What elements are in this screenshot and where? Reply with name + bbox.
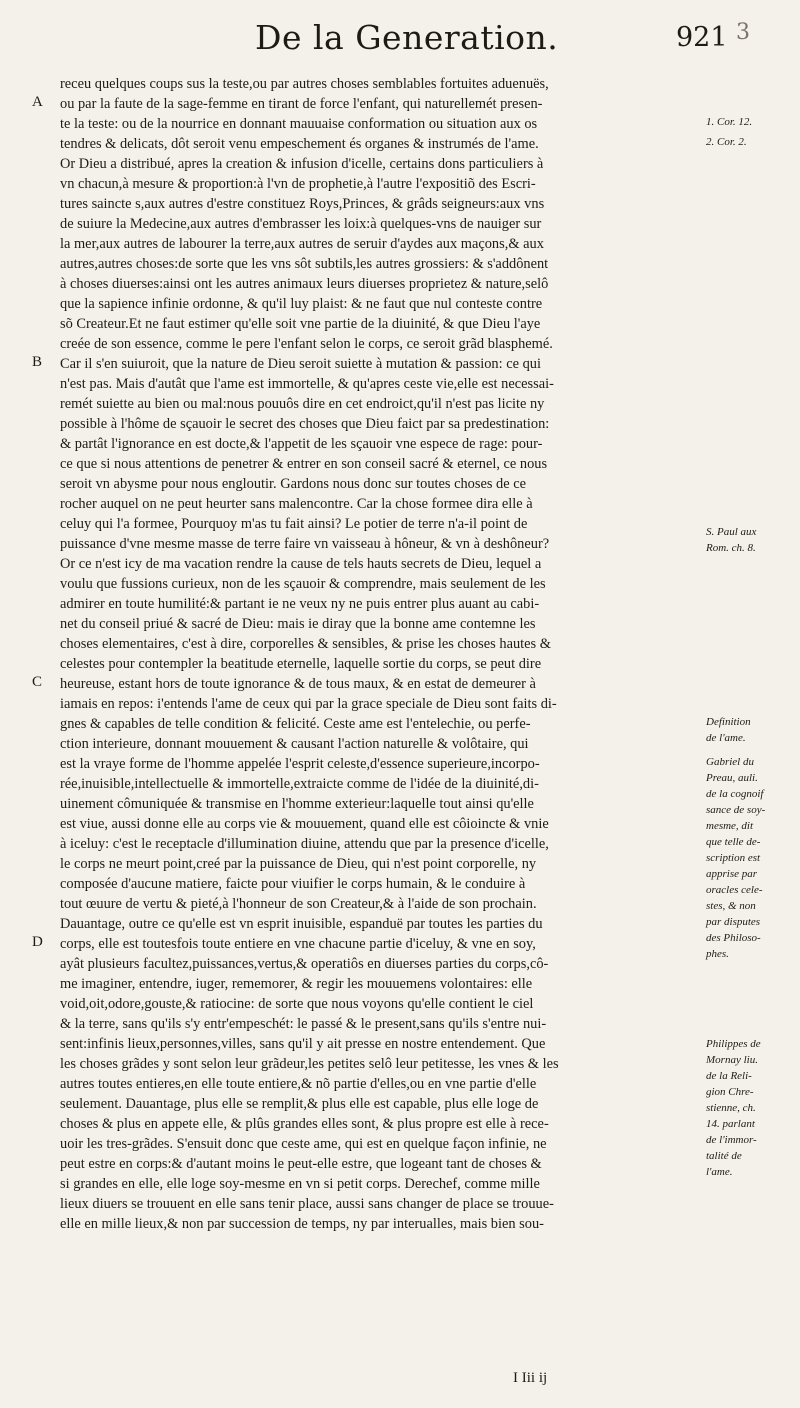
text-line: les choses grãdes y sont selon leur grãdeur,les petites selô leur petitesse, les vnes & les <box>60 1056 559 1072</box>
body-text <box>60 74 700 1234</box>
text-line: elle en mille lieux,& non par succession de temps, ny par interualles, mais bien sou- <box>60 1216 544 1232</box>
section-letter-b: B <box>32 354 43 370</box>
text-line: ou par la faute de la sage-femme en tirant de force l'enfant, qui naturellemét presen- <box>60 96 543 112</box>
text-line: te la teste: ou de la nourrice en donnant mauuaise conformation ou situation aux os <box>60 116 538 132</box>
text-line: seulement. Dauantage, plus elle se remplit,& plus elle est capable, plus elle loge de <box>60 1096 539 1112</box>
text-line: Or ce n'est icy de ma vacation rendre la cause de tels hauts secrets de Dieu, lequel a <box>60 556 542 572</box>
margin-note-line: de l'ame. <box>706 732 746 744</box>
margin-note-line: par disputes <box>706 916 761 928</box>
text-line: autres,autres choses:de sorte que les vns sôt subtils,les autres grossiers: & s'addônent <box>60 256 549 272</box>
text-line: celestes pour contempler la beatitude eternelle, laquelle sortie du corps, se peut dire <box>60 656 542 672</box>
margin-note-line: oracles cele- <box>706 884 763 896</box>
text-line: remét suiette au bien ou mal:nous pouuôs dire en cet endroict,qu'il n'est pas licite ny <box>60 396 545 412</box>
margin-note-line: stienne, ch. <box>706 1102 756 1114</box>
text-line: ce que si nous attentions de penetrer & entrer en son conseil sacré & eternel, ce nous <box>60 456 548 472</box>
text-line: admirer en toute humilité:& partant ie ne veux ny ne puis entrer plus auant au cabi- <box>60 596 540 612</box>
section-letter-d: D <box>32 934 43 950</box>
margin-note-line: mesme, dit <box>706 820 754 832</box>
text-line: vn chacun,à mesure & proportion:à l'vn de prophetie,à l'autre l'expositiõ des Escri- <box>60 176 536 192</box>
margin-note-line: que telle de- <box>706 836 761 848</box>
text-line: corps, elle est toutesfois toute entiere en vne chacune partie d'iceluy, & vne en soy, <box>60 936 536 952</box>
section-letter-c: C <box>32 674 43 690</box>
margin-note-line: l'ame. <box>706 1166 733 1178</box>
text-line: puissance d'vne mesme masse de terre faire vn vaisseau à hôneur, & vn à deshôneur? <box>60 536 550 552</box>
text-line: net du conseil priué & sacré de Dieu: mais ie diray que la bonne ame contemne les <box>60 616 536 632</box>
text-line: creée de son essence, comme le pere l'enfant selon le corps, ce seroit grãd blasphemé. <box>60 336 553 352</box>
text-line: sent:infinis lieux,personnes,villes, sans qu'il y ait presse en nostre entendement. Que <box>60 1036 546 1052</box>
running-title: De la Generation. <box>255 18 559 57</box>
text-line: ayât plusieurs facultez,puissances,vertus,& operatiôs en diuerses parties du corps,cô- <box>60 956 549 972</box>
margin-note-line: sance de soy- <box>706 804 766 816</box>
text-line: sõ Createur.Et ne faut estimer qu'elle soit vne partie de la diuinité, & que Dieu l'aye <box>60 316 541 332</box>
margin-note-line: Rom. ch. 8. <box>706 542 756 554</box>
margin-note-line: de la cognoif <box>706 788 764 800</box>
text-line: celuy qui l'a formee, Pourquoy m'as tu fait ainsi? Le potier de terre n'a-il point de <box>60 516 528 532</box>
text-line: iamais en repos: i'entends l'ame de ceux qui par la grace speciale de Dieu sont faits di- <box>60 696 557 712</box>
text-line: rée,inuisible,intellectuelle & immortelle,extraicte comme de l'idée de la diuinité,di- <box>60 776 539 792</box>
text-line: Or Dieu a distribué, apres la creation & infusion d'icelle, certains dons particuliers à <box>60 156 544 172</box>
text-line: & la terre, sans qu'ils s'y entr'empeschét: le passé & le present,sans qu'ils s'entre nui- <box>60 1016 547 1032</box>
text-line: uinement cômuniquée & transmise en l'homme exterieur:laquelle tout ainsi qu'elle <box>60 796 534 812</box>
text-line: void,oit,odore,gouste,& ratiocine: de sorte que nous voyons qu'elle contient le ciel <box>60 996 534 1012</box>
margin-note-line: Preau, auli. <box>706 772 758 784</box>
text-line: & partât l'ignorance en est docte,& l'appetit de les sçauoir vne espece de rage: pour- <box>60 436 543 452</box>
margin-note-line: 1. Cor. 12. <box>706 116 753 128</box>
margin-note-3 <box>706 524 792 556</box>
section-letter-a: A <box>32 94 43 110</box>
text-line: choses elementaires, c'est à dire, corporelles & sensibles, & prise les choses hautes & <box>60 636 551 652</box>
text-line: autres toutes entieres,en elle toute entiere,& nõ partie d'elles,ou en vne partie d'elle <box>60 1076 537 1092</box>
text-line: composée d'aucune matiere, faicte pour viuifier le corps humain, & le conduire à <box>60 876 526 892</box>
text-line: tures saincte s,aux autres d'estre constituez Roys,Princes, & grâds seigneurs:aux vns <box>60 196 545 212</box>
text-line: me imaginer, entendre, iuger, rememorer, & regir les mouuemens volontaires: elle <box>60 976 533 992</box>
page-number: 921 <box>676 22 728 53</box>
text-line: n'est pas. Mais d'autât que l'ame est immortelle, & qu'apres ceste vie,elle est necessai- <box>60 376 554 392</box>
margin-note-line: S. Paul aux <box>706 526 757 538</box>
margin-note-line: Gabriel du <box>706 756 754 768</box>
margin-note-2 <box>706 134 792 150</box>
text-line: la mer,aux autres de labourer la terre,aux autres de seruir d'aydes aux maçons,& aux <box>60 236 544 252</box>
margin-note-line: gion Chre- <box>706 1086 754 1098</box>
gutter-mark: 3 <box>736 20 750 45</box>
text-line: est la vraye forme de l'homme appelée l'esprit celeste,d'essence superieure,incorpo- <box>60 756 540 772</box>
text-line: Dauantage, outre ce qu'elle est vn esprit inuisible, espanduë par toutes les parties du <box>60 916 543 932</box>
text-line: tout œuure de vertu & pieté,à l'honneur de son Createur,& à l'aide de son prochain. <box>60 896 537 912</box>
text-line: Car il s'en suiuroit, que la nature de Dieu seroit suiette à mutation & passion: ce qui <box>60 356 541 372</box>
margin-note-line: apprise par <box>706 868 758 880</box>
text-line: heureuse, estant hors de toute ignorance & de tous maux, & en estat de demeurer à <box>60 676 536 692</box>
margin-note-line: Definition <box>706 716 751 728</box>
signature-mark: I Iii ij <box>513 1370 548 1386</box>
text-line: voulu que fussions curieux, non de les sçauoir & comprendre, mais seulement de les <box>60 576 546 592</box>
margin-note-line: stes, & non <box>706 900 756 912</box>
text-line: possible à l'hôme de sçauoir le secret des choses que Dieu faict par sa predestination: <box>60 416 550 432</box>
margin-note-5 <box>706 754 792 962</box>
text-line: à choses diuerses:ainsi ont les autres animaux leurs diuerses proprietez & nature,selô <box>60 276 549 292</box>
margin-note-line: Philippes de <box>706 1038 761 1050</box>
margin-note-line: de la Reli- <box>706 1070 752 1082</box>
text-line: choses & plus en appete elle, & plûs grandes elles sont, & plus propre est elle à rece- <box>60 1116 549 1132</box>
text-line: gnes & capables de telle condition & felicité. Ceste ame est l'entelechie, ou perfe- <box>60 716 531 732</box>
text-line: est viue, aussi donne elle au corps vie & mouuement, quand elle est côioincte & vnie <box>60 816 549 832</box>
margin-note-line: des Philoso- <box>706 932 761 944</box>
margin-note-line: de l'immor- <box>706 1134 757 1146</box>
margin-note-line: phes. <box>706 948 729 960</box>
margin-note-line: 14. parlant <box>706 1118 755 1130</box>
text-line: peut estre en corps:& d'autant moins le peut-elle estre, que logeant tant de choses & <box>60 1156 542 1172</box>
text-line: de suiure la Medecine,aux autres d'embrasser les loix:à quelques-vns de nauiger sur <box>60 216 542 232</box>
page-header <box>0 18 800 62</box>
margin-note-line: scription est <box>706 852 761 864</box>
margin-note-line: 2. Cor. 2. <box>706 136 747 148</box>
text-line: lieux diuers se trouuent en elle sans tenir place, aussi sans changer de place se trouue- <box>60 1196 554 1212</box>
margin-note-line: talité de <box>706 1150 742 1162</box>
text-line: le corps ne meurt point,creé par la puissance de Dieu, qui n'est point corporelle, ny <box>60 856 537 872</box>
text-line: que la sapience infinie ordonne, & qu'il luy plaist: & ne faut que nul conteste contre <box>60 296 543 312</box>
text-line: receu quelques coups sus la teste,ou par autres choses semblables fortuites aduenuës, <box>60 76 549 92</box>
margin-note-6 <box>706 1036 792 1180</box>
text-line: seroit vn abysme pour nous engloutir. Gardons nous donc sur toutes choses de ce <box>60 476 527 492</box>
text-line: rocher auquel on ne peut heurter sans malencontre. Car la chose formee dira elle à <box>60 496 533 512</box>
margin-note-1 <box>706 114 792 130</box>
text-line: à iceluy: c'est le receptacle d'illumination diuine, attendu que par la presence d'icelle, <box>60 836 549 852</box>
text-line: uoir les tres-grãdes. S'ensuit donc que ceste ame, qui est en quelque façon infinie, ne <box>60 1136 547 1152</box>
margin-note-4 <box>706 714 792 746</box>
text-line: si grandes en elle, elle loge soy-mesme en vn si petit corps. Derechef, comme mille <box>60 1176 540 1192</box>
text-line: tendres & delicats, dôt seroit venu empeschement és organes & instrumés de l'ame. <box>60 136 539 152</box>
margin-note-line: Mornay liu. <box>706 1054 758 1066</box>
text-line: ction interieure, donnant mouuement & causant l'action naturelle & volôtaire, qui <box>60 736 529 752</box>
